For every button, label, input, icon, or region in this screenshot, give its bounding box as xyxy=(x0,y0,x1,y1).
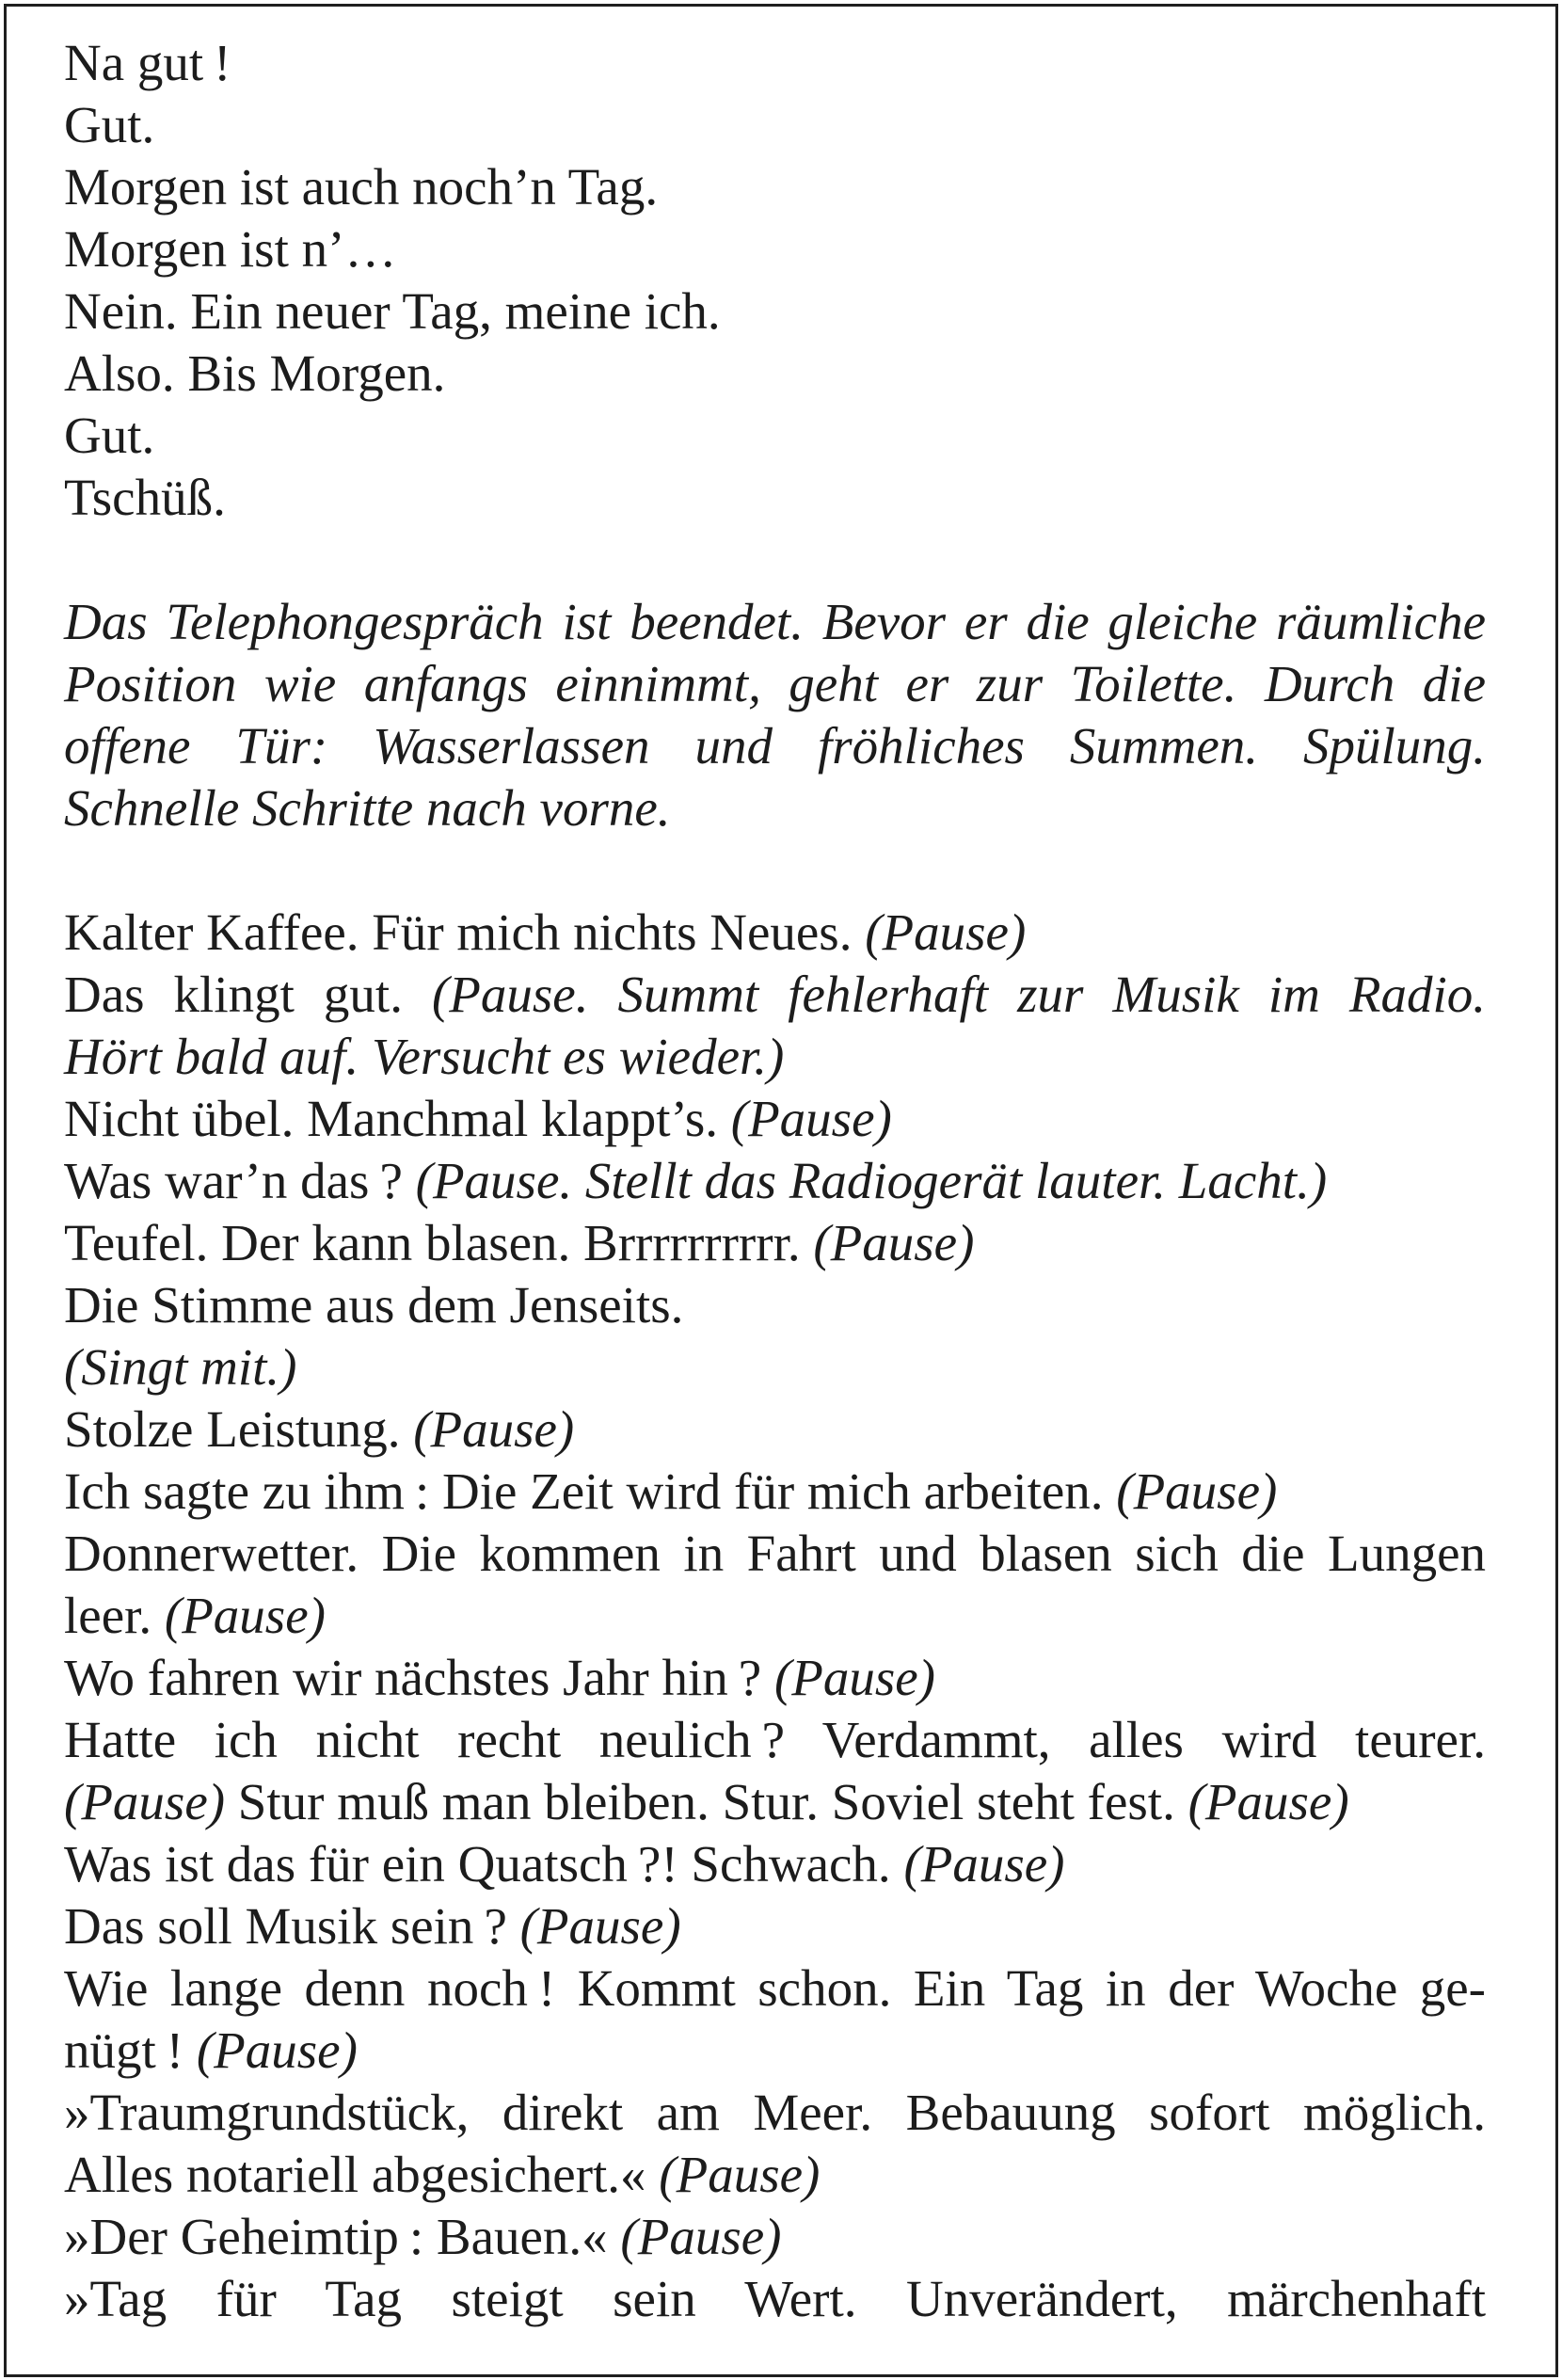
pause-direction: (Pause) xyxy=(903,1835,1065,1893)
dialogue-line: Na gut ! xyxy=(64,34,231,91)
pause-direction: (Pause) xyxy=(519,1897,681,1955)
monologue-line xyxy=(64,1088,1486,1150)
stage-direction-line: Schnelle Schritte nach vorne. xyxy=(64,779,671,837)
quoted-advertisement: Alles notariell abgesichert.« xyxy=(64,2146,646,2203)
monologue-line xyxy=(64,1585,1486,1647)
pause-direction: (Pause) xyxy=(413,1400,575,1458)
spoken-text: Stur muß man bleiben. Stur. Soviel steht fest. xyxy=(237,1773,1175,1830)
dialogue-line: Gut. xyxy=(64,96,155,153)
monologue-line xyxy=(64,964,1486,1026)
stage-direction-text: (Singt mit.) xyxy=(64,1338,297,1396)
stage-direction-line: Position wie anfangs einnimmt, geht er zur Toilette. Durch die xyxy=(64,655,1486,712)
quoted-advertisement: »Tag für Tag steigt sein Wert. Unverändert, märchenhaft xyxy=(64,2270,1486,2327)
monologue-line xyxy=(64,2268,1486,2330)
play-text xyxy=(64,32,1486,2330)
monologue-line xyxy=(64,2020,1486,2082)
stage-direction-text: (Pause. Summt fehlerhaft zur Musik im Radio. xyxy=(431,966,1486,1023)
spoken-text: nügt ! xyxy=(64,2021,184,2079)
monologue-line xyxy=(64,1771,1486,1833)
monologue-line xyxy=(64,1336,1486,1398)
dialogue-line: Also. Bis Morgen. xyxy=(64,344,446,402)
pause-direction: (Pause) xyxy=(865,903,1027,961)
paragraph-gap xyxy=(64,529,1486,591)
monologue-line xyxy=(64,1523,1486,1585)
monologue-line xyxy=(64,1212,1486,1274)
paragraph-gap xyxy=(64,839,1486,902)
monologue-line xyxy=(64,2082,1486,2144)
dialogue-line: Morgen ist auch noch’n Tag. xyxy=(64,158,659,216)
stage-direction xyxy=(64,591,1486,839)
pause-direction: (Pause) xyxy=(64,1773,226,1830)
monologue-line xyxy=(64,2144,1486,2206)
spoken-text: Nicht übel. Manchmal klappt’s. xyxy=(64,1090,718,1147)
spoken-text: Kalter Kaffee. Für mich nichts Neues. xyxy=(64,903,853,961)
spoken-text: Stolze Leistung. xyxy=(64,1400,401,1458)
dialogue-line: Gut. xyxy=(64,407,155,464)
pause-direction: (Pause) xyxy=(730,1090,892,1147)
radio-monologue xyxy=(64,902,1486,2330)
pause-direction: (Pause) xyxy=(1116,1462,1278,1520)
monologue-line xyxy=(64,1957,1486,2020)
pause-direction: (Pause) xyxy=(1187,1773,1349,1830)
monologue-line xyxy=(64,1895,1486,1957)
telephone-dialogue xyxy=(64,32,1486,529)
pause-direction: (Pause) xyxy=(620,2208,782,2265)
quoted-advertisement: »Der Geheimtip : Bauen.« xyxy=(64,2208,608,2265)
monologue-line xyxy=(64,1709,1486,1771)
dialogue-line: Nein. Ein neuer Tag, meine ich. xyxy=(64,282,721,340)
monologue-line xyxy=(64,1274,1486,1336)
stage-direction-text: (Pause. Stellt das Radiogerät lauter. Lacht.) xyxy=(415,1152,1328,1209)
pause-direction: (Pause) xyxy=(773,1649,935,1706)
spoken-text: Das soll Musik sein ? xyxy=(64,1897,507,1955)
monologue-line xyxy=(64,1833,1486,1895)
pause-direction: (Pause) xyxy=(164,1587,326,1644)
quoted-advertisement: »Traumgrundstück, direkt am Meer. Bebauung sofort möglich. xyxy=(64,2084,1486,2141)
spoken-text: Donnerwetter. Die kommen in Fahrt und blasen sich die Lungen xyxy=(64,1525,1486,1582)
spoken-text: leer. xyxy=(64,1587,152,1644)
pause-direction: (Pause) xyxy=(196,2021,358,2079)
spoken-text: Wo fahren wir nächstes Jahr hin ? xyxy=(64,1649,762,1706)
monologue-line xyxy=(64,1461,1486,1523)
spoken-text: Die Stimme aus dem Jenseits. xyxy=(64,1276,684,1334)
pause-direction: (Pause) xyxy=(659,2146,821,2203)
spoken-text: Ich sagte zu ihm : Die Zeit wird für mich arbeiten. xyxy=(64,1462,1104,1520)
monologue-line xyxy=(64,2206,1486,2268)
dialogue-line: Tschüß. xyxy=(64,469,226,526)
spoken-text: Was ist das für ein Quatsch ?! Schwach. xyxy=(64,1835,891,1893)
stage-direction-line: offene Tür: Wasserlassen und fröhliches Summen. Spülung. xyxy=(64,717,1486,775)
monologue-line xyxy=(64,1150,1486,1212)
monologue-line xyxy=(64,1026,1486,1088)
stage-direction-text: Hört bald auf. Versucht es wieder.) xyxy=(64,1028,785,1085)
spoken-text: Teufel. Der kann blasen. Brrrrrrrrrr. xyxy=(64,1214,801,1271)
spoken-text: Hatte ich nicht recht neulich ? Verdammt, alles wird teurer. xyxy=(64,1711,1486,1768)
monologue-line xyxy=(64,1398,1486,1461)
pause-direction: (Pause) xyxy=(813,1214,975,1271)
monologue-line xyxy=(64,1647,1486,1709)
spoken-text: Was war’n das ? xyxy=(64,1152,403,1209)
stage-direction-line: Das Telephongespräch ist beendet. Bevor er die gleiche räumliche xyxy=(64,593,1486,650)
spoken-text: Das klingt gut. xyxy=(64,966,403,1023)
dialogue-line: Morgen ist n’… xyxy=(64,220,397,278)
monologue-line xyxy=(64,902,1486,964)
spoken-text: Wie lange denn noch ! Kommt schon. Ein Tag in der Woche ge- xyxy=(64,1959,1486,2017)
